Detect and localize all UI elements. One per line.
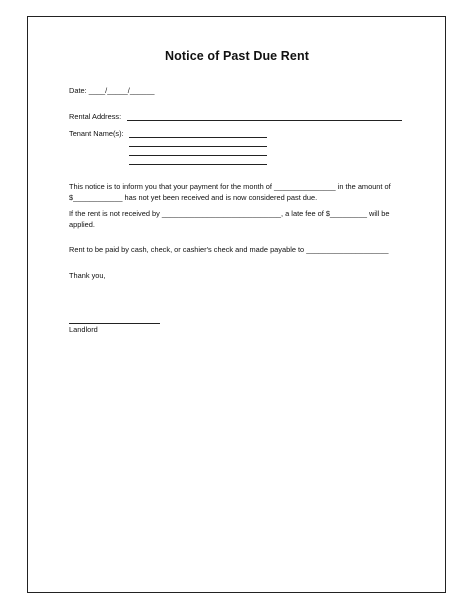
tenant-names-label: Tenant Name(s): xyxy=(69,129,124,138)
late-fee-paragraph: If the rent is not received by _____________________________, a late fee of $_________ will be applied. xyxy=(69,209,390,229)
signature-line xyxy=(69,323,160,324)
rental-address-label: Rental Address: xyxy=(69,112,122,121)
signature-label: Landlord xyxy=(69,325,98,334)
tenant-name-blank-1 xyxy=(129,137,267,138)
document-title: Notice of Past Due Rent xyxy=(165,49,309,63)
rental-address-blank xyxy=(127,120,402,121)
page-border xyxy=(27,16,446,593)
closing-text: Thank you, xyxy=(69,271,106,280)
tenant-name-blank-2 xyxy=(129,146,267,147)
payment-notice-paragraph: This notice is to inform you that your payment for the month of _______________ in the amount of $____________ has not yet been received and is now considered past due. xyxy=(69,182,391,202)
date-line: Date: ____/_____/______ xyxy=(69,86,155,95)
payment-method-paragraph: Rent to be paid by cash, check, or cashier's check and made payable to ____________________ xyxy=(69,245,389,254)
tenant-name-blank-3 xyxy=(129,155,267,156)
tenant-name-blank-4 xyxy=(129,164,267,165)
